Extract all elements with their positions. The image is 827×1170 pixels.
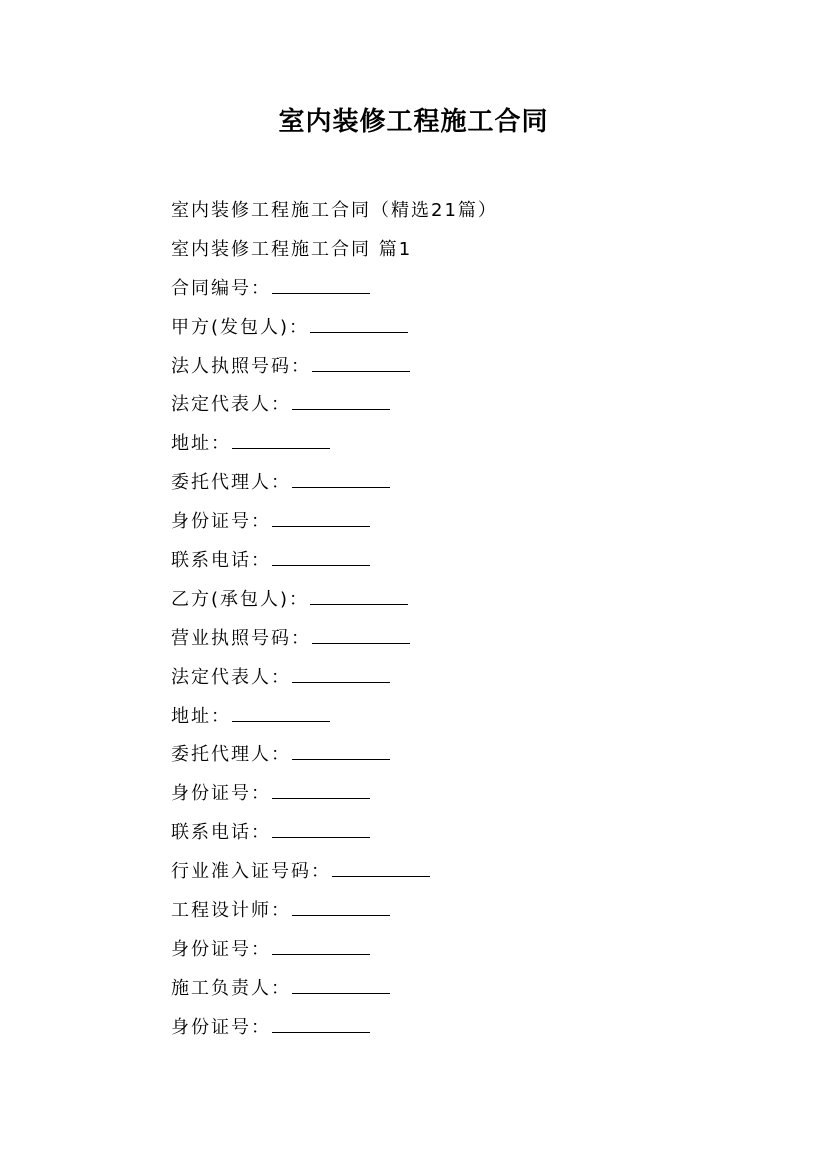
fill-blank xyxy=(232,429,330,449)
field-label: 委托代理人： xyxy=(171,744,291,766)
field-label: 施工负责人： xyxy=(171,977,291,999)
field-label: 身份证号： xyxy=(171,938,271,960)
field-party-b xyxy=(171,581,771,620)
field-address-a xyxy=(171,425,771,464)
field-label: 法定代表人： xyxy=(171,666,291,688)
field-phone-b xyxy=(171,814,771,853)
fill-blank xyxy=(272,274,370,294)
field-agent-a xyxy=(171,464,771,503)
field-label: 合同编号： xyxy=(171,277,271,299)
field-label: 法人执照号码： xyxy=(171,355,311,377)
field-id-number-designer xyxy=(171,931,771,970)
field-label: 地址： xyxy=(171,705,231,727)
field-business-license-number xyxy=(171,620,771,659)
field-industry-permit-number xyxy=(171,853,771,892)
fill-blank xyxy=(292,896,390,916)
field-project-designer xyxy=(171,892,771,931)
field-construction-lead xyxy=(171,970,771,1009)
document-title: 室内装修工程施工合同 xyxy=(278,107,549,137)
field-id-number-b xyxy=(171,775,771,814)
field-label: 联系电话： xyxy=(171,550,271,572)
field-label: 身份证号： xyxy=(171,783,271,805)
field-label: 地址： xyxy=(171,433,231,455)
field-id-number-lead xyxy=(171,1009,771,1048)
field-id-number-a xyxy=(171,503,771,542)
field-label: 委托代理人： xyxy=(171,472,291,494)
field-party-a xyxy=(171,309,771,348)
field-label: 身份证号： xyxy=(171,1016,271,1038)
fill-blank xyxy=(312,352,410,372)
field-agent-b xyxy=(171,736,771,775)
fill-blank xyxy=(272,779,370,799)
field-label: 甲方(发包人)： xyxy=(171,316,310,338)
field-label: 联系电话： xyxy=(171,822,271,844)
field-legal-representative-a xyxy=(171,386,771,425)
field-label: 乙方(承包人)： xyxy=(171,588,310,610)
section-heading: 室内装修工程施工合同 篇1 xyxy=(171,238,413,260)
fill-blank xyxy=(272,1013,370,1033)
fill-blank xyxy=(292,468,390,488)
fill-blank xyxy=(292,974,390,994)
fill-blank xyxy=(232,702,330,722)
field-address-b xyxy=(171,698,771,737)
field-legal-representative-b xyxy=(171,659,771,698)
field-label: 行业准入证号码： xyxy=(171,861,331,883)
fill-blank xyxy=(292,390,390,410)
fill-blank xyxy=(332,857,430,877)
field-label: 法定代表人： xyxy=(171,394,291,416)
field-label: 工程设计师： xyxy=(171,900,291,922)
fill-blank xyxy=(312,624,410,644)
fill-blank xyxy=(272,935,370,955)
fill-blank xyxy=(272,818,370,838)
field-contract-number xyxy=(171,270,771,309)
document-body xyxy=(171,192,771,1048)
subtitle-line: 室内装修工程施工合同（精选21篇） xyxy=(171,200,498,221)
field-label: 营业执照号码： xyxy=(171,627,311,649)
field-legal-license-number xyxy=(171,348,771,387)
field-label: 身份证号： xyxy=(171,511,271,533)
fill-blank xyxy=(292,740,390,760)
fill-blank xyxy=(272,546,370,566)
fill-blank xyxy=(310,585,408,605)
fill-blank xyxy=(310,313,408,333)
fill-blank xyxy=(292,663,390,683)
fill-blank xyxy=(272,507,370,527)
field-phone-a xyxy=(171,542,771,581)
